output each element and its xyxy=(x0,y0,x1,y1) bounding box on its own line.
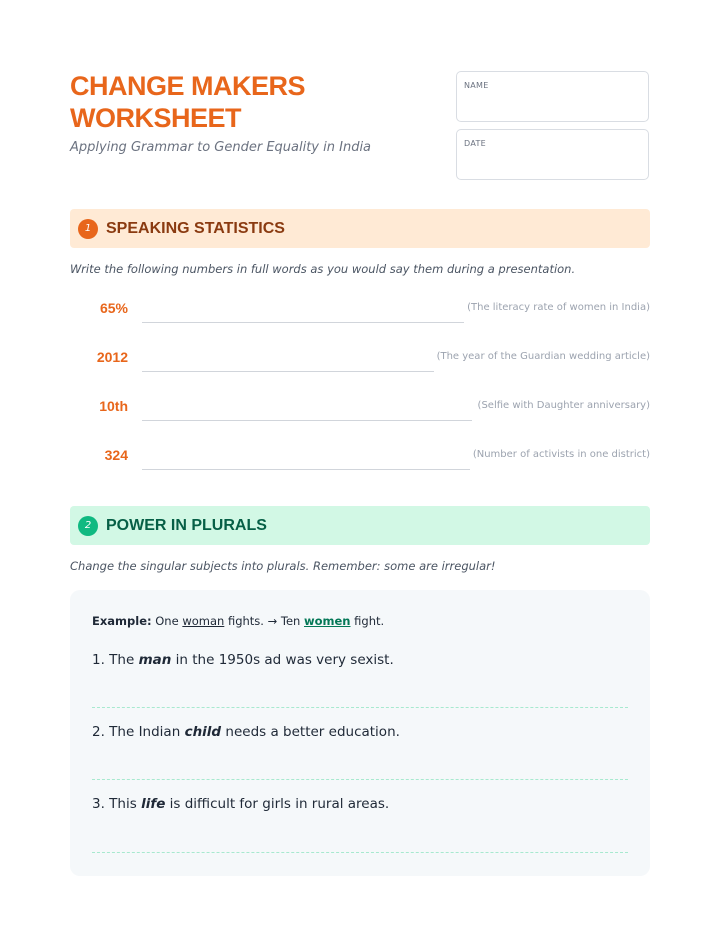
stat-hint: (The year of the Guardian wedding article) xyxy=(436,351,650,362)
stat-value: 2012 xyxy=(96,349,128,365)
stat-value: 324 xyxy=(104,447,128,463)
section-number-badge: 1 xyxy=(78,219,98,239)
section-speaking-statistics xyxy=(70,209,650,248)
stat-hint: (The literacy rate of women in India) xyxy=(467,302,650,313)
example-label: Example: xyxy=(92,614,152,628)
answer-line[interactable] xyxy=(92,707,628,708)
item-text: 3. This xyxy=(92,796,142,812)
section-title: SPEAKING STATISTICS xyxy=(106,219,285,237)
answer-line[interactable] xyxy=(142,322,464,323)
title-line-2: WORKSHEET xyxy=(70,103,241,133)
stat-row xyxy=(70,300,650,330)
example-text: One xyxy=(151,614,183,628)
item-text: needs a better education. xyxy=(221,724,400,740)
exercise-item xyxy=(92,796,389,812)
name-field[interactable] xyxy=(456,71,649,122)
plurals-exercise-box xyxy=(70,590,650,876)
item-text: in the 1950s ad was very sexist. xyxy=(171,652,394,668)
example-text: fights. → Ten xyxy=(224,614,304,628)
stat-row xyxy=(70,447,650,477)
item-text: is difficult for girls in rural areas. xyxy=(165,796,390,812)
example-singular: woman xyxy=(182,614,225,628)
answer-line[interactable] xyxy=(142,371,434,372)
stat-value: 10th xyxy=(99,398,128,414)
answer-line[interactable] xyxy=(142,420,472,421)
exercise-item xyxy=(92,724,400,740)
exercise-item xyxy=(92,652,394,668)
item-text: 2. The Indian xyxy=(92,724,185,740)
page-subtitle: Applying Grammar to Gender Equality in India xyxy=(70,140,372,155)
answer-line[interactable] xyxy=(92,852,628,853)
example-plural: women xyxy=(304,614,351,628)
name-field-label: NAME xyxy=(464,81,489,90)
date-field-label: DATE xyxy=(464,139,487,148)
section-power-in-plurals xyxy=(70,506,650,545)
section-instruction: Write the following numbers in full words as you would say them during a presentation. xyxy=(70,262,576,276)
item-text: 1. The xyxy=(92,652,139,668)
page-title xyxy=(70,70,450,134)
example-sentence xyxy=(92,614,384,628)
stat-row xyxy=(70,349,650,379)
section-number-badge: 2 xyxy=(78,516,98,536)
stat-hint: (Number of activists in one district) xyxy=(472,449,650,460)
worksheet-page xyxy=(70,0,650,932)
stat-hint: (Selfie with Daughter anniversary) xyxy=(477,400,650,411)
title-line-1: CHANGE MAKERS xyxy=(70,71,306,101)
example-text: fight. xyxy=(350,614,385,628)
item-subject: child xyxy=(184,724,222,740)
stat-row xyxy=(70,398,650,428)
answer-line[interactable] xyxy=(142,469,470,470)
answer-line[interactable] xyxy=(92,779,628,780)
date-field[interactable] xyxy=(456,129,649,180)
section-title: POWER IN PLURALS xyxy=(106,516,267,534)
item-subject: man xyxy=(138,652,172,668)
item-subject: life xyxy=(141,796,166,812)
section-instruction: Change the singular subjects into plurals. Remember: some are irregular! xyxy=(70,559,496,573)
stat-value: 65% xyxy=(99,300,128,316)
